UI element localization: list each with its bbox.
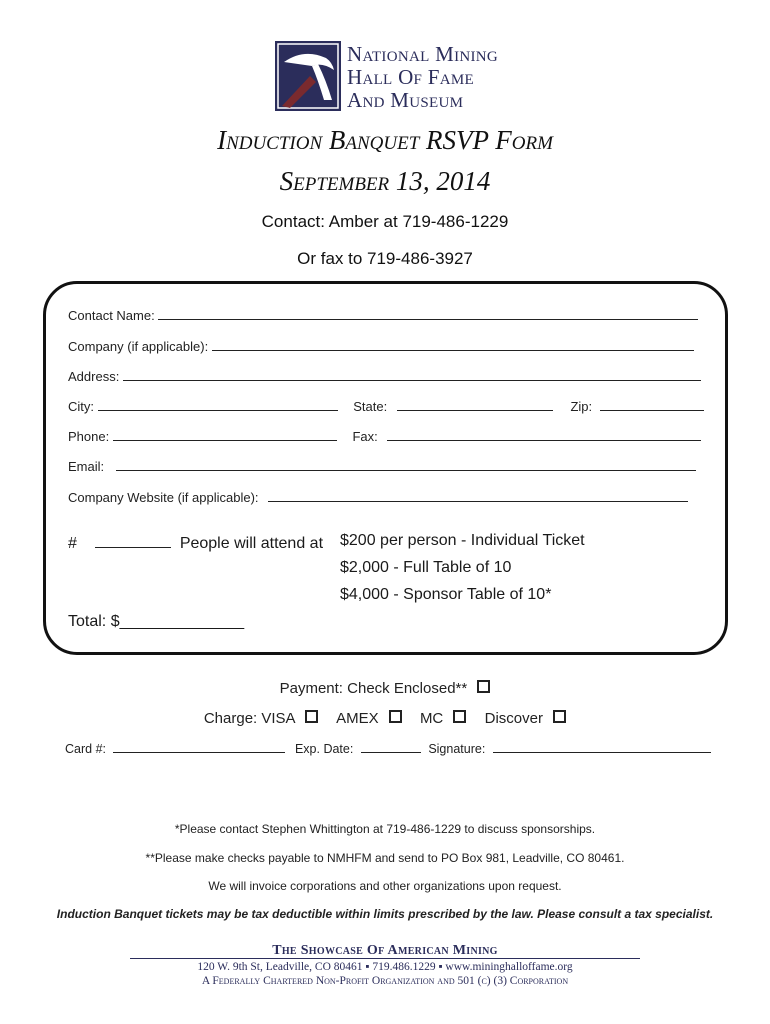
- sponsorship-note: *Please contact Stephen Whittington at 719-486-1229 to discuss sponsorships.: [174, 822, 596, 836]
- phone-field[interactable]: [113, 428, 337, 441]
- address-field[interactable]: [123, 368, 701, 381]
- fax-field[interactable]: [387, 428, 701, 441]
- zip-label: Zip:: [570, 399, 593, 414]
- contact-name-field[interactable]: [158, 307, 698, 320]
- phone-label: Phone:: [68, 429, 110, 444]
- city-field[interactable]: [98, 398, 338, 411]
- email-field[interactable]: [116, 458, 696, 471]
- mc-label: MC: [419, 710, 444, 727]
- email-row: [68, 458, 696, 474]
- attendance-row: [68, 532, 323, 553]
- price-individual: $200 per person - Individual Ticket: [340, 532, 585, 549]
- hash-label: #: [68, 535, 77, 552]
- check-note: **Please make checks payable to NMHFM and send to PO Box 981, Leadville, CO 80461.: [145, 851, 625, 865]
- fax-label: Fax:: [352, 429, 378, 444]
- phone-fax-row: [68, 428, 701, 444]
- exp-label: Exp. Date:: [294, 742, 354, 756]
- contact-name-row: [68, 307, 698, 323]
- total-field[interactable]: Total: $______________: [68, 613, 245, 630]
- contact-phone: Contact: Amber at 719-486-1229: [261, 212, 509, 231]
- attendee-count-field[interactable]: [95, 532, 171, 548]
- logo-text: [347, 43, 498, 112]
- address-row: [68, 368, 701, 384]
- website-row: [68, 489, 688, 505]
- form-title: Induction Banquet RSVP Form: [217, 125, 553, 155]
- contact-fax: Or fax to 719-486-3927: [297, 249, 473, 268]
- pickaxe-logo-icon: [274, 40, 342, 112]
- payment-label: Payment: Check Enclosed**: [279, 680, 468, 697]
- address-label: Address:: [68, 369, 120, 384]
- footer-tagline: A Federally Chartered Non-Profit Organization and 501 (c) (3) Corporation: [201, 975, 569, 987]
- signature-field[interactable]: [493, 740, 711, 753]
- city-state-zip-row: [68, 398, 704, 414]
- amex-label: AMEX: [336, 710, 379, 727]
- contact-name-label: Contact Name:: [68, 308, 155, 323]
- state-field[interactable]: [397, 398, 553, 411]
- footer-title: The Showcase Of American Mining: [272, 943, 498, 958]
- logo-line-3: And Museum: [347, 88, 464, 112]
- tax-note: Induction Banquet tickets may be tax deductible within limits prescribed by the law. Please consult a tax specialist.: [56, 907, 714, 921]
- logo-line-1: National Mining: [347, 42, 499, 66]
- card-row: [65, 740, 711, 756]
- check-enclosed-checkbox[interactable]: [477, 680, 490, 693]
- discover-checkbox[interactable]: [553, 710, 566, 723]
- visa-checkbox[interactable]: [305, 710, 318, 723]
- website-label: Company Website (if applicable):: [68, 490, 259, 505]
- charge-row: [0, 710, 770, 727]
- website-field[interactable]: [268, 489, 688, 502]
- company-row: [68, 338, 694, 354]
- price-full-table: $2,000 - Full Table of 10: [340, 559, 512, 576]
- invoice-note: We will invoice corporations and other organizations upon request.: [208, 879, 562, 893]
- signature-label: Signature:: [428, 742, 486, 756]
- email-label: Email:: [68, 459, 105, 474]
- card-number-field[interactable]: [113, 740, 285, 753]
- mc-checkbox[interactable]: [453, 710, 466, 723]
- event-date: September 13, 2014: [279, 166, 491, 196]
- company-label: Company (if applicable):: [68, 339, 209, 354]
- footer-address: 120 W. 9th St, Leadville, CO 80461 ▪ 719.486.1229 ▪ www.mininghalloffame.org: [197, 961, 573, 973]
- amex-checkbox[interactable]: [389, 710, 402, 723]
- city-label: City:: [68, 399, 94, 414]
- state-label: State:: [353, 399, 388, 414]
- logo: [274, 40, 514, 114]
- card-label: Card #:: [65, 742, 106, 756]
- discover-label: Discover: [484, 710, 543, 727]
- charge-visa-label: Charge: VISA: [203, 710, 295, 727]
- company-field[interactable]: [212, 338, 694, 351]
- payment-row: [0, 680, 770, 697]
- exp-date-field[interactable]: [361, 740, 421, 753]
- zip-field[interactable]: [600, 398, 704, 411]
- attend-label: People will attend at: [179, 535, 324, 552]
- footer-divider: [130, 958, 640, 959]
- logo-line-2: Hall Of Fame: [347, 65, 474, 89]
- price-sponsor-table: $4,000 - Sponsor Table of 10*: [340, 586, 552, 603]
